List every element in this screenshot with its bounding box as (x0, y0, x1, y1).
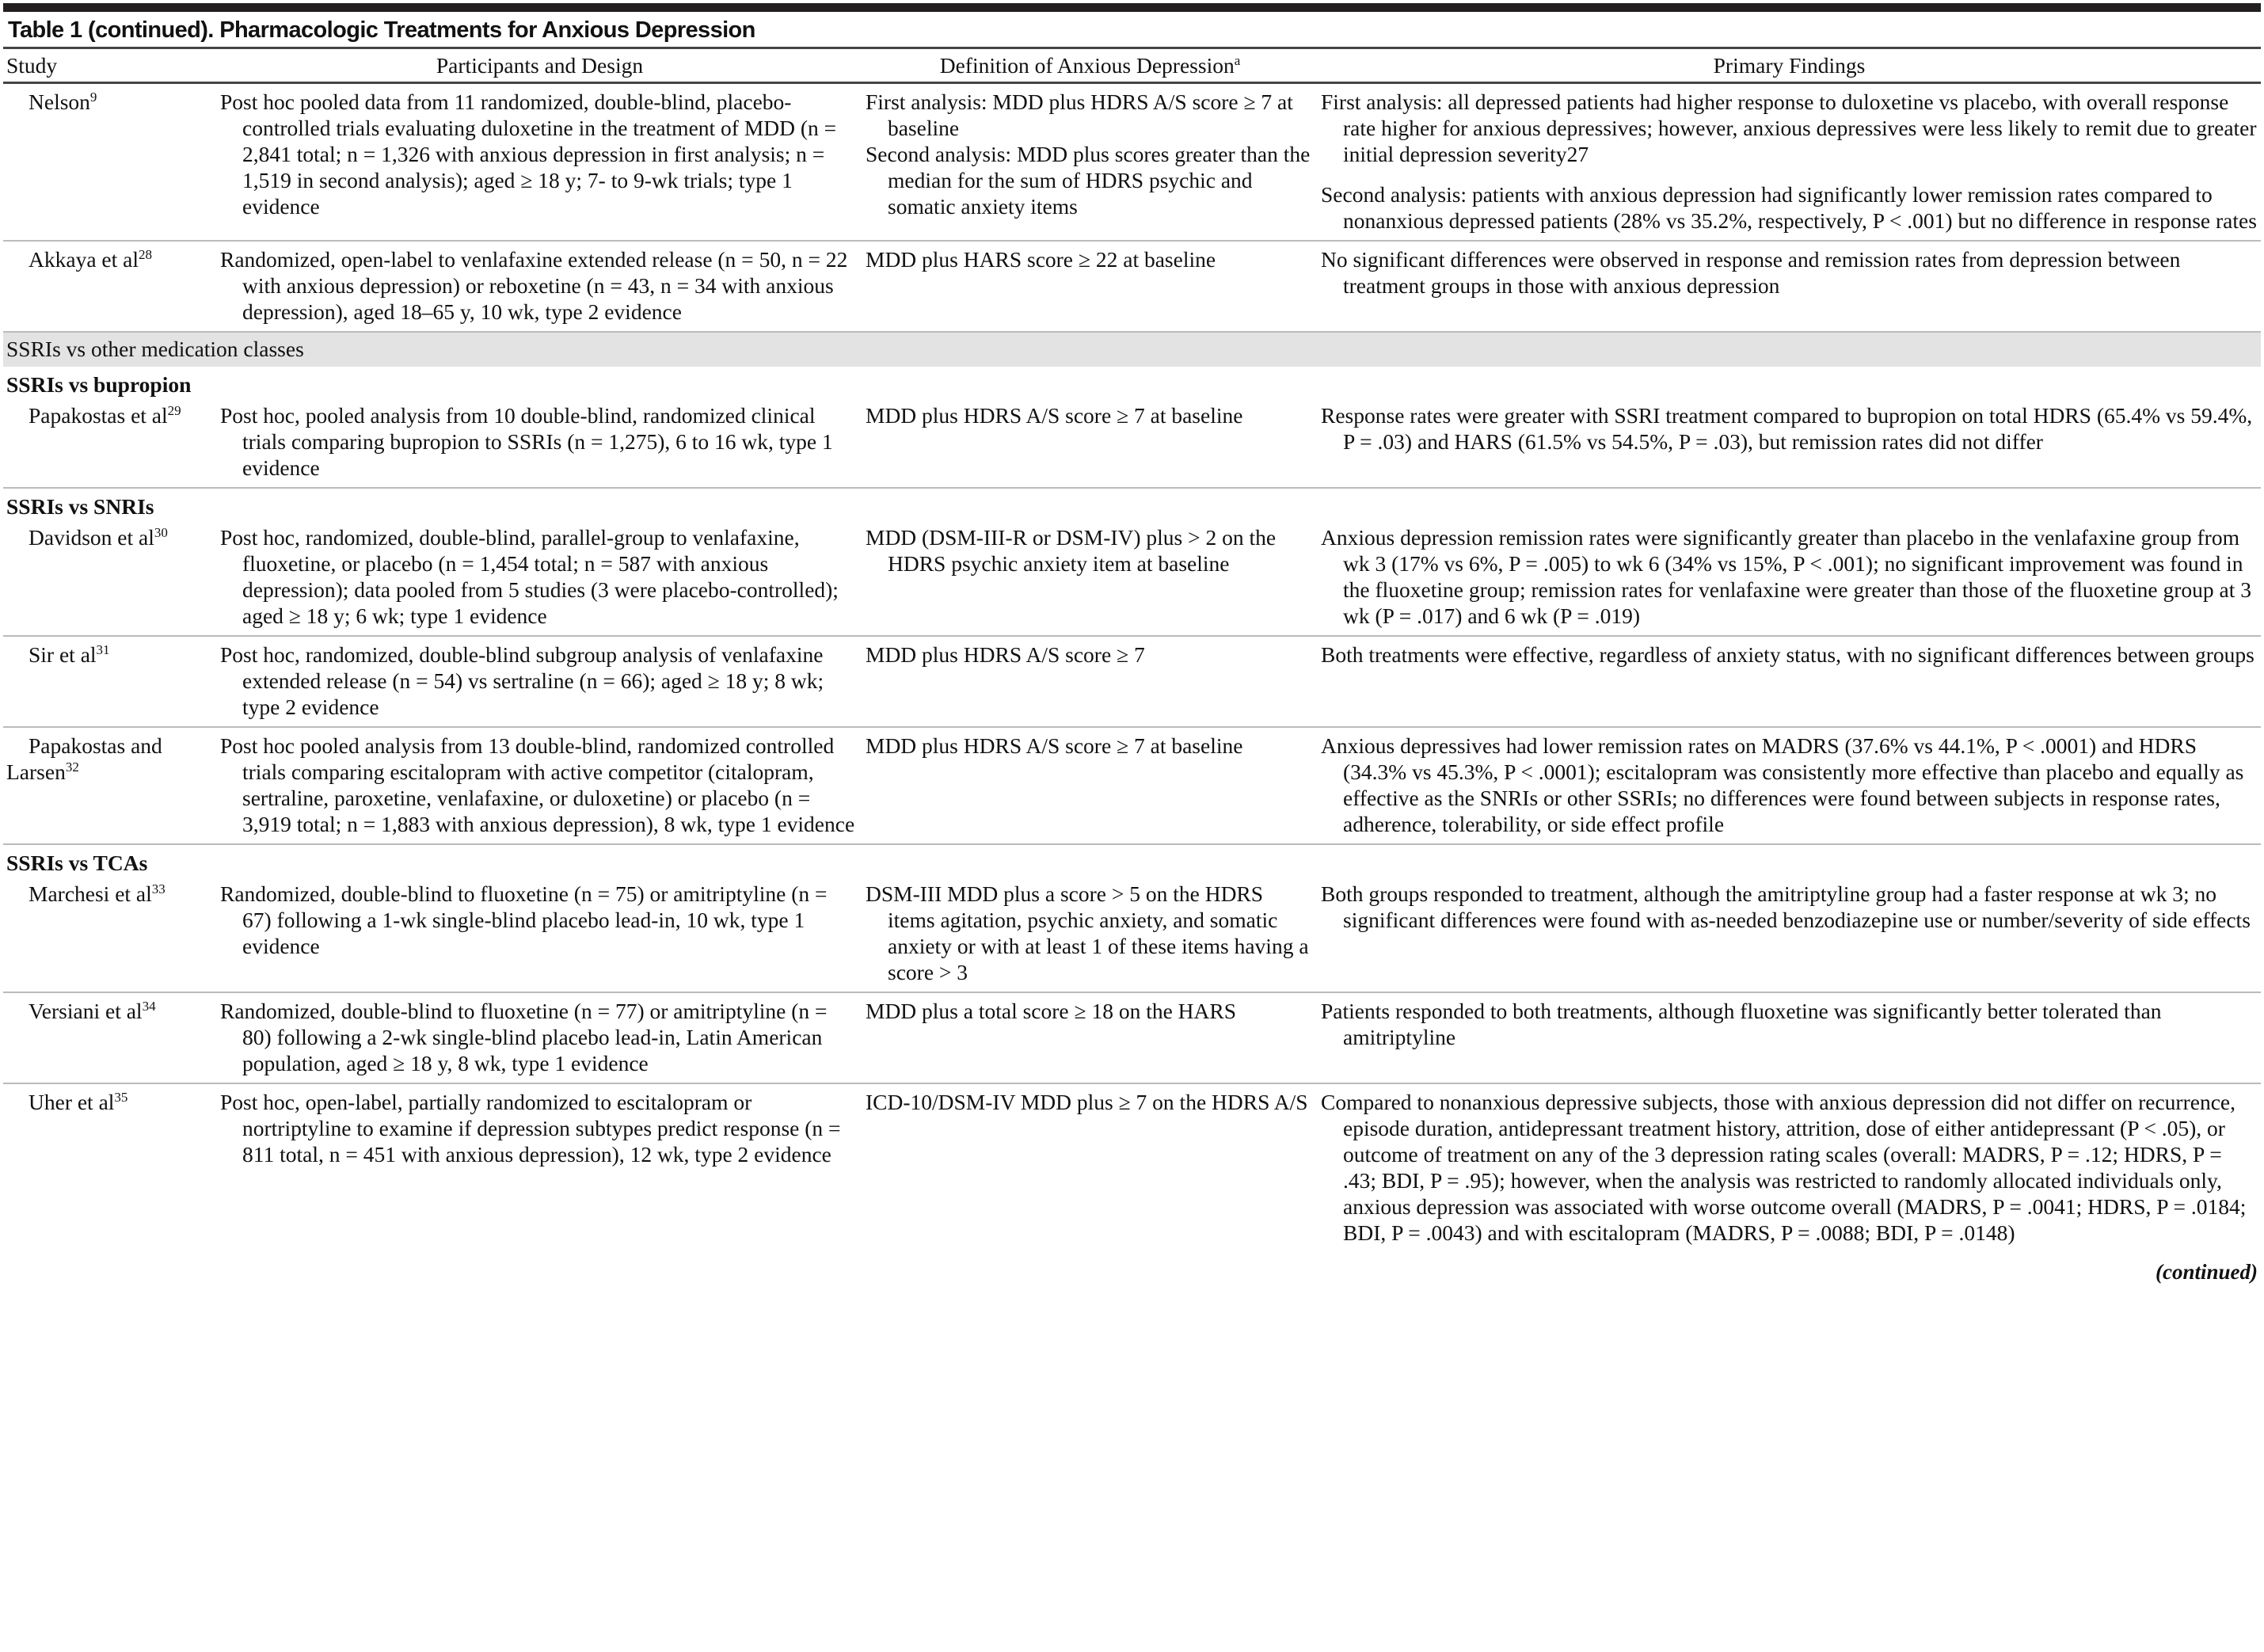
participants-text: Randomized, double-blind to fluoxetine (n = 75) or amitriptyline (n = 67) following a 1-wk single-blind placebo lead-in, 10 wk, type 1 evidence (220, 881, 828, 958)
findings-cell (1318, 398, 2261, 488)
subheading-label: SSRIs vs bupropion (6, 372, 192, 397)
table-title: Table 1 (continued). Pharmacologic Treatments for Anxious Depression (3, 12, 2261, 49)
definition-text: ICD-10/DSM-IV MDD plus ≥ 7 on the HDRS A/S (866, 1090, 1308, 1114)
participants-text: Post hoc pooled analysis from 13 double-blind, randomized controlled trials comparing escitalopram with active competitor (citalopram, sertraline, paroxetine, venlafaxine, or duloxetine) or placebo (n = 3,919 total; n = 1,883 with anxious depression), 8 wk, type 1 evidence (220, 733, 855, 836)
study-name: Versiani et al (29, 999, 143, 1023)
top-rule (3, 3, 2261, 12)
study-name: Nelson (29, 89, 90, 114)
table-row (3, 992, 2261, 1083)
participants-cell (217, 876, 862, 992)
definition-text: MDD plus HARS score ≥ 22 at baseline (866, 247, 1216, 272)
participants-cell (217, 727, 862, 844)
definition-text: First analysis: MDD plus HDRS A/S score ≥ 7 at baseline (866, 89, 1293, 140)
header-definition-label: Definition of Anxious Depression (939, 53, 1235, 78)
reference-number: 32 (65, 759, 79, 775)
findings-text: Second analysis: patients with anxious depression had significantly lower remission rates compared to nonanxious depressed patients (28% vs 35.2%, respectively, P < .001) but no difference in response rates (1321, 182, 2257, 233)
study-cell (3, 241, 217, 332)
participants-cell (217, 1083, 862, 1252)
study-name: Akkaya et al (29, 247, 139, 272)
definition-text: MDD plus HDRS A/S score ≥ 7 at baseline (866, 733, 1243, 758)
definition-text: Second analysis: MDD plus scores greater than the median for the sum of HDRS psychic and somatic anxiety items (866, 142, 1311, 219)
definition-cell (862, 241, 1318, 332)
header-participants: Participants and Design (217, 49, 862, 83)
reference-number: 35 (114, 1089, 128, 1105)
section-row (3, 332, 2261, 367)
definition-cell (862, 1083, 1318, 1252)
study-cell (3, 992, 217, 1083)
study-cell (3, 520, 217, 636)
definition-cell (862, 83, 1318, 242)
footnote-marker: a (1234, 52, 1241, 68)
findings-cell (1318, 1083, 2261, 1252)
participants-cell (217, 241, 862, 332)
findings-text: Response rates were greater with SSRI treatment compared to bupropion on total HDRS (65.4% vs 59.4%, P = .03) and HARS (61.5% vs 54.5%, P = .03), but remission rates did not differ (1321, 403, 2253, 454)
reference-number: 34 (142, 998, 156, 1014)
findings-text: First analysis: all depressed patients had higher response to duloxetine vs placebo, with overall response rate higher for anxious depressives; however, anxious depressives were less likely to remit due to greater initial depression severity27 (1321, 89, 2257, 166)
reference-number: 30 (154, 524, 168, 540)
findings-text: Anxious depressives had lower remission rates on MADRS (37.6% vs 44.1%, P < .0001) and HDRS (34.3% vs 45.3%, P < .0001); escitalopram was consistently more effective than placebo and equally as effective as the SNRIs or other SSRIs; no differences were found between subjects in response rates, adherence, tolerability, or side effect profile (1321, 733, 2244, 836)
findings-text: No significant differences were observed in response and remission rates from depression between treatment groups in those with anxious depression (1321, 247, 2181, 298)
study-name: Papakostas et al (29, 403, 168, 428)
findings-cell (1318, 727, 2261, 844)
header-findings: Primary Findings (1318, 49, 2261, 83)
table-row (3, 398, 2261, 488)
study-cell (3, 636, 217, 727)
table-row (3, 520, 2261, 636)
findings-cell (1318, 520, 2261, 636)
participants-text: Randomized, open-label to venlafaxine extended release (n = 50, n = 22 with anxious depression) or reboxetine (n = 43, n = 34 with anxious depression), aged 18–65 y, 10 wk, type 2 evidence (220, 247, 848, 324)
study-cell (3, 398, 217, 488)
subheading-row (3, 844, 2261, 876)
participants-cell (217, 636, 862, 727)
reference-number: 9 (89, 89, 97, 105)
definition-text: MDD plus a total score ≥ 18 on the HARS (866, 999, 1237, 1023)
participants-text: Post hoc pooled data from 11 randomized, double-blind, placebo-controlled trials evaluating duloxetine in the treatment of MDD (n = 2,841 total; n = 1,326 with anxious depression in first analysis; n = 1,519 in second analysis); aged ≥ 18 y; 7- to 9-wk trials; type 1 evidence (220, 89, 837, 219)
findings-cell (1318, 83, 2261, 242)
findings-text: Compared to nonanxious depressive subjects, those with anxious depression did not differ on recurrence, episode duration, antidepressant treatment history, attrition, dose of either antidepressant (P < .05), or outcome of treatment on any of the 3 depression rating scales (overall: MADRS, P = .12; HDRS, P = .43; BDI, P = .95); however, when the analysis was restricted to randomly allocated individuals only, anxious depression was associated with worse outcome overall (MADRS, P = .0041; HDRS, P = .0184; BDI, P = .0043) and with escitalopram (MADRS, P = .0088; BDI, P = .0148) (1321, 1090, 2247, 1245)
header-row (3, 49, 2261, 83)
findings-text: Both treatments were effective, regardless of anxiety status, with no significant differences between groups (1321, 642, 2254, 667)
subheading-row (3, 488, 2261, 520)
findings-cell (1318, 241, 2261, 332)
reference-number: 28 (138, 246, 152, 262)
study-name: Papakostas and Larsen (6, 733, 162, 784)
reference-number: 33 (151, 881, 166, 896)
findings-text: Patients responded to both treatments, although fluoxetine was significantly better tolerated than amitriptyline (1321, 999, 2162, 1049)
subheading-label: SSRIs vs TCAs (6, 851, 148, 875)
definition-cell (862, 636, 1318, 727)
definition-cell (862, 876, 1318, 992)
study-name: Davidson et al (29, 525, 154, 550)
participants-cell (217, 398, 862, 488)
definition-text: MDD plus HDRS A/S score ≥ 7 (866, 642, 1145, 667)
participants-text: Randomized, double-blind to fluoxetine (n = 77) or amitriptyline (n = 80) following a 2-wk single-blind placebo lead-in, Latin American population, aged ≥ 18 y, 8 wk, type 1 evidence (220, 999, 828, 1075)
table-row (3, 83, 2261, 242)
definition-cell (862, 520, 1318, 636)
study-name: Sir et al (29, 642, 97, 667)
section-label: SSRIs vs other medication classes (3, 332, 2261, 367)
findings-text: Anxious depression remission rates were significantly greater than placebo in the venlafaxine group from wk 3 (17% vs 6%, P = .005) to wk 6 (34% vs 15%, P < .001); no significant improvement was found in the fluoxetine group; remission rates for venlafaxine were greater than those of the fluoxetine group at 3 wk (P = .017) and 6 wk (P = .019) (1321, 525, 2251, 628)
subheading-label: SSRIs vs SNRIs (6, 494, 154, 519)
findings-cell (1318, 992, 2261, 1083)
participants-cell (217, 992, 862, 1083)
table-row (3, 727, 2261, 844)
treatments-table (3, 49, 2261, 1252)
definition-text: MDD (DSM-III-R or DSM-IV) plus > 2 on the HDRS psychic anxiety item at baseline (866, 525, 1277, 576)
definition-cell (862, 398, 1318, 488)
participants-text: Post hoc, open-label, partially randomized to escitalopram or nortriptyline to examine if depression subtypes predict response (n = 811 total, n = 451 with anxious depression), 12 wk, type 2 evidence (220, 1090, 841, 1167)
reference-number: 31 (96, 641, 110, 657)
definition-text: DSM-III MDD plus a score > 5 on the HDRS items agitation, psychic anxiety, and somatic anxiety or with at least 1 of these items having a score > 3 (866, 881, 1309, 984)
findings-text: Both groups responded to treatment, although the amitriptyline group had a faster response at wk 3; no significant differences were found with as-needed benzodiazepine use or number/severity of side effects (1321, 881, 2251, 932)
participants-text: Post hoc, pooled analysis from 10 double-blind, randomized clinical trials comparing bupropion to SSRIs (n = 1,275), 6 to 16 wk, type 1 evidence (220, 403, 833, 480)
participants-cell (217, 83, 862, 242)
table-row (3, 1083, 2261, 1252)
study-name: Uher et al (29, 1090, 115, 1114)
header-study: Study (3, 49, 217, 83)
reference-number: 29 (167, 402, 181, 418)
study-cell (3, 876, 217, 992)
findings-cell (1318, 876, 2261, 992)
definition-cell (862, 992, 1318, 1083)
findings-cell (1318, 636, 2261, 727)
header-definition (862, 49, 1318, 83)
participants-cell (217, 520, 862, 636)
table-row (3, 636, 2261, 727)
study-name: Marchesi et al (29, 881, 152, 906)
participants-text: Post hoc, randomized, double-blind subgroup analysis of venlafaxine extended release (n = 54) vs sertraline (n = 66); aged ≥ 18 y; 8 wk; type 2 evidence (220, 642, 824, 719)
table-row (3, 241, 2261, 332)
definition-cell (862, 727, 1318, 844)
definition-text: MDD plus HDRS A/S score ≥ 7 at baseline (866, 403, 1243, 428)
study-cell (3, 727, 217, 844)
continued-note: (continued) (2155, 1260, 2258, 1284)
subheading-row (3, 367, 2261, 398)
study-cell (3, 83, 217, 242)
study-cell (3, 1083, 217, 1252)
table-row (3, 876, 2261, 992)
participants-text: Post hoc, randomized, double-blind, parallel-group to venlafaxine, fluoxetine, or placebo (n = 1,454 total; n = 587 with anxious depression); data pooled from 5 studies (3 were placebo-controlled); aged ≥ 18 y; 6 wk; type 1 evidence (220, 525, 839, 628)
